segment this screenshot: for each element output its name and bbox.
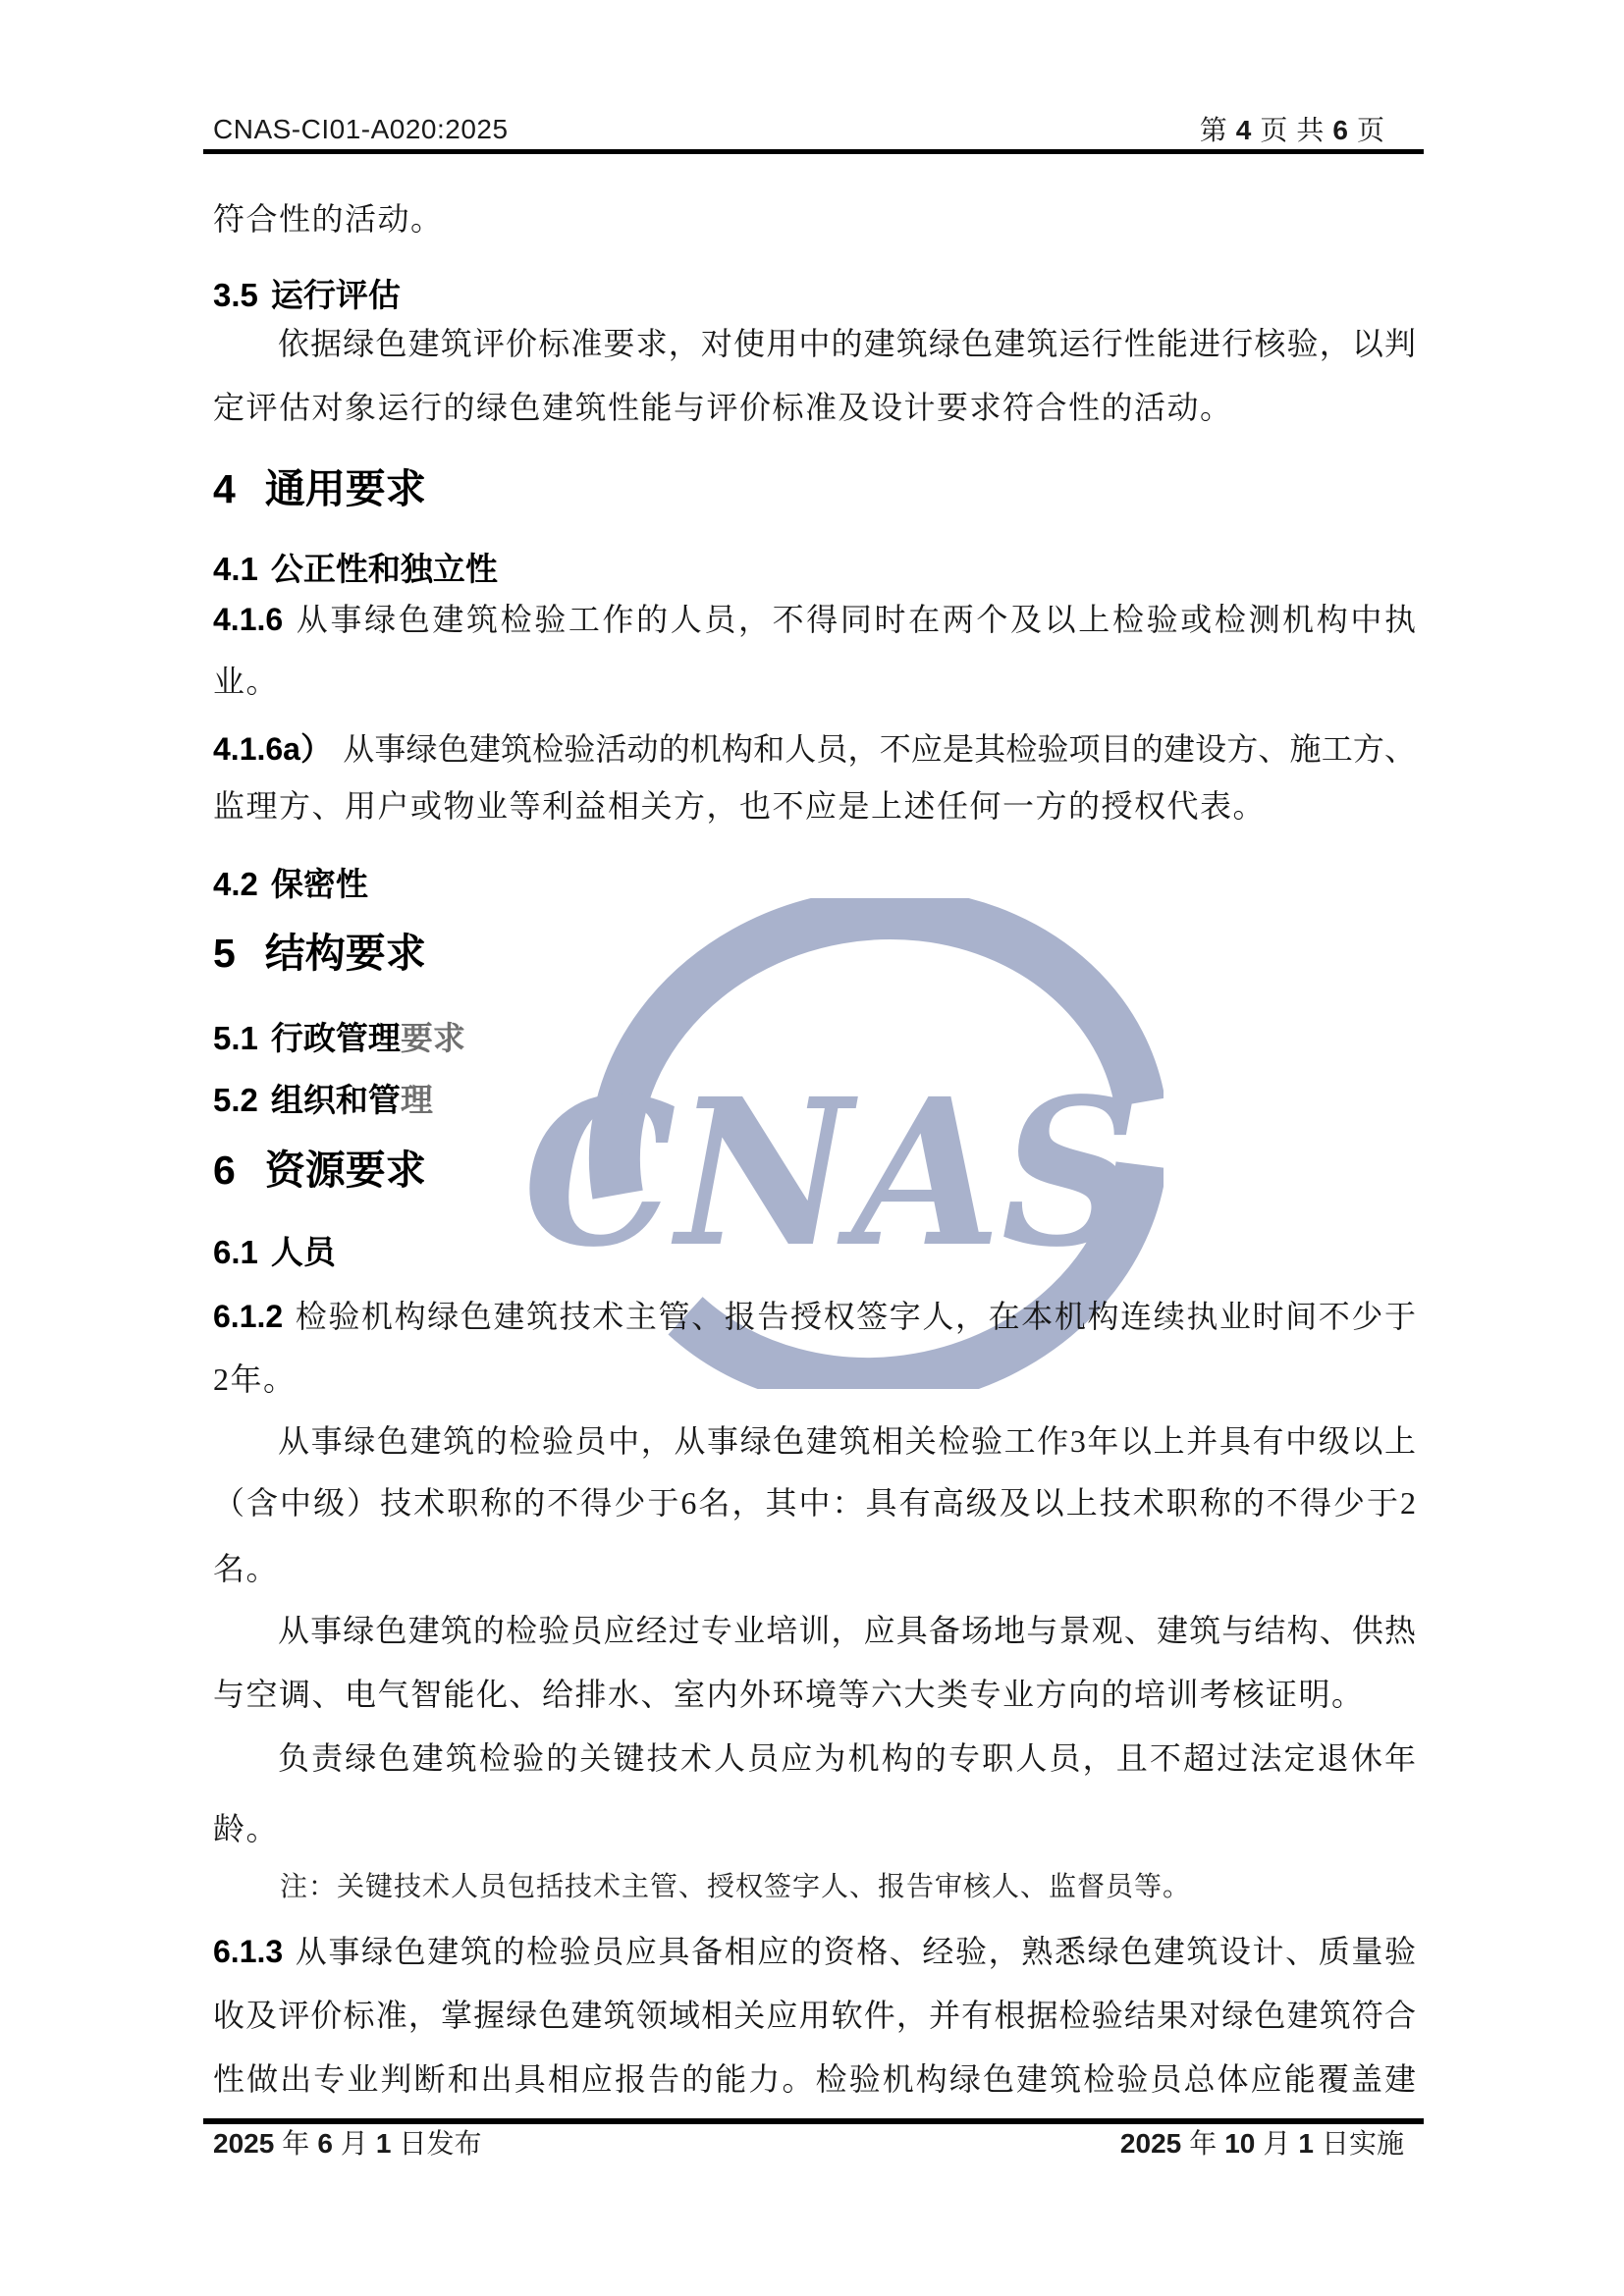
header-doc-code: CNAS-CI01-A020:2025 xyxy=(213,114,509,144)
clause-number: 6.1.3 xyxy=(213,1934,284,1969)
heading-title: 结构要求 xyxy=(264,931,426,976)
paragraph-line: 从事绿色建筑的检验员中，从事绿色建筑相关检验工作3年以上并具有中级以上 xyxy=(278,1423,1416,1459)
clause-6-1-2-line-1 xyxy=(213,1298,1416,1335)
footer-year: 2025 xyxy=(1119,2128,1182,2159)
paragraph-line: 依据绿色建筑评价标准要求，对使用中的建筑绿色建筑运行性能进行核验，以判 xyxy=(278,326,1416,361)
page-label: 页 xyxy=(1356,116,1384,146)
heading-3-5 xyxy=(213,277,1416,314)
footer-label: 年 xyxy=(282,2129,310,2160)
heading-title: 保密性 xyxy=(270,866,368,902)
paragraph-line: 定评估对象运行的绿色建筑性能与评价标准及设计要求符合性的活动。 xyxy=(213,390,1233,425)
heading-title: 资源要求 xyxy=(264,1148,426,1193)
heading-number: 4.1 xyxy=(213,551,258,587)
footer-month: 6 xyxy=(317,2128,333,2159)
paragraph-line: 名。 xyxy=(213,1551,280,1586)
heading-title: 人员 xyxy=(270,1234,336,1270)
footer-year: 2025 xyxy=(213,2128,275,2159)
page-label: 共 xyxy=(1296,116,1325,146)
footer-label: 日实施 xyxy=(1321,2129,1404,2160)
page-total: 6 xyxy=(1332,115,1348,145)
heading-number: 6 xyxy=(213,1148,236,1193)
header-rule xyxy=(203,149,1424,154)
heading-title-gray: 理 xyxy=(400,1082,433,1118)
clause-text: 检验机构绿色建筑技术主管、报告授权签字人，在本机构连续执业时间不少于 xyxy=(294,1299,1416,1334)
footer-publish-date xyxy=(213,2130,482,2159)
heading-title: 通用要求 xyxy=(264,466,426,511)
page-number: 4 xyxy=(1235,115,1252,145)
note-line: 注：关键技术人员包括技术主管、授权签字人、报告审核人、监督员等。 xyxy=(280,1872,1192,1902)
heading-number: 5.2 xyxy=(213,1082,258,1118)
heading-number: 4.2 xyxy=(213,866,258,902)
heading-number: 4 xyxy=(213,466,236,511)
footer-day: 1 xyxy=(1298,2128,1314,2159)
heading-number: 3.5 xyxy=(213,277,258,313)
heading-5-1 xyxy=(213,1020,1416,1057)
heading-title-gray: 要求 xyxy=(400,1020,465,1056)
paragraph-line: 负责绿色建筑检验的关键技术人员应为机构的专职人员，且不超过法定退休年 xyxy=(278,1740,1416,1776)
clause-text: 从事绿色建筑检验工作的人员，不得同时在两个及以上检验或检测机构中执 xyxy=(294,602,1416,637)
heading-6-1 xyxy=(213,1234,1416,1271)
heading-title: 行政管理 xyxy=(270,1020,401,1056)
heading-title: 公正性和独立性 xyxy=(270,551,498,587)
paragraph-line: 符合性的活动。 xyxy=(213,201,444,237)
clause-4-1-6-line-1 xyxy=(213,601,1416,638)
chapter-heading-4 xyxy=(213,466,1416,511)
header-page-indicator xyxy=(1200,117,1384,145)
footer-day: 1 xyxy=(375,2128,392,2159)
clause-4-1-6-line-2: 业。 xyxy=(213,664,280,699)
page-label: 第 xyxy=(1199,116,1227,146)
footer-label: 年 xyxy=(1189,2129,1218,2160)
footer-label: 日发布 xyxy=(399,2129,482,2160)
clause-number: 4.1.6 xyxy=(213,602,284,637)
clause-6-1-2-line-2: 2年。 xyxy=(213,1362,297,1397)
paragraph-line: （含中级）技术职称的不得少于6名，其中：具有高级及以上技术职称的不得少于2 xyxy=(213,1485,1416,1521)
clause-6-1-3-line-3: 性做出专业判断和出具相应报告的能力。检验机构绿色建筑检验员总体应能覆盖建 xyxy=(213,2061,1416,2097)
heading-number: 5 xyxy=(213,931,236,976)
clause-number: 4.1.6a） xyxy=(213,731,333,767)
footer-month: 10 xyxy=(1224,2128,1256,2159)
clause-6-1-3-line-1 xyxy=(213,1933,1416,1970)
heading-title: 组织和管 xyxy=(270,1082,401,1118)
page-label: 页 xyxy=(1260,116,1288,146)
paragraph-line: 从事绿色建筑的检验员应经过专业培训，应具备场地与景观、建筑与结构、供热 xyxy=(278,1613,1416,1648)
chapter-heading-5 xyxy=(213,931,1416,976)
footer-label: 月 xyxy=(340,2129,368,2160)
clause-4-1-6a-line-2: 监理方、用户或物业等利益相关方，也不应是上述任何一方的授权代表。 xyxy=(213,788,1267,824)
heading-5-2 xyxy=(213,1082,1416,1119)
heading-title: 运行评估 xyxy=(270,277,401,313)
heading-4-1 xyxy=(213,551,1416,588)
paragraph-line: 与空调、电气智能化、给排水、室内外环境等六大类专业方向的培训考核证明。 xyxy=(213,1677,1365,1712)
clause-6-1-3-line-2: 收及评价标准，掌握绿色建筑领域相关应用软件，并有根据检验结果对绿色建筑符合 xyxy=(213,1998,1416,2033)
clause-number: 6.1.2 xyxy=(213,1299,284,1334)
footer-implement-date xyxy=(1120,2130,1404,2159)
footer-rule xyxy=(203,2118,1424,2124)
heading-number: 5.1 xyxy=(213,1020,258,1056)
clause-text: 从事绿色建筑检验活动的机构和人员，不应是其检验项目的建设方、施工方、 xyxy=(343,731,1416,767)
footer-label: 月 xyxy=(1263,2129,1291,2160)
heading-4-2 xyxy=(213,866,1416,903)
clause-text: 从事绿色建筑的检验员应具备相应的资格、经验，熟悉绿色建筑设计、质量验 xyxy=(294,1934,1416,1969)
heading-number: 6.1 xyxy=(213,1234,258,1270)
chapter-heading-6 xyxy=(213,1148,1416,1193)
clause-4-1-6a-line-1 xyxy=(213,730,1416,768)
paragraph-line: 龄。 xyxy=(213,1811,280,1846)
cnas-logo-text: CNAS xyxy=(523,1054,1140,1292)
